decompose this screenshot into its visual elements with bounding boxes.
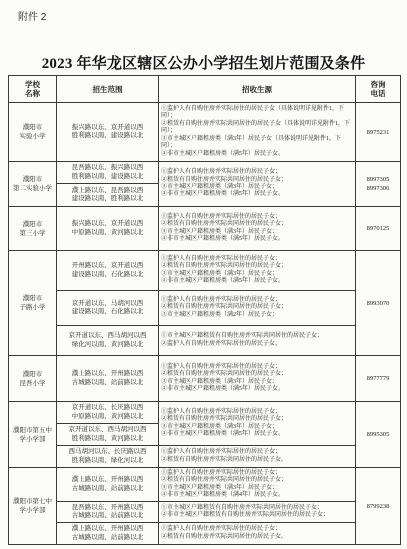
source-item: ③市主城区户籍租房类（满3年）居民子女； xyxy=(161,270,279,277)
zone-range-line: 濮上路以东、开州路以西 xyxy=(71,476,144,483)
zone-range-line: 建设路以南、胜利路以北 xyxy=(71,195,144,202)
source-item: ①市主城区户籍租赁有自购住房并实际共同居住的居民子女； xyxy=(161,333,324,340)
zone-range-line: 濮上路以东、开州路以西 xyxy=(71,370,144,377)
sources-cell xyxy=(159,251,356,291)
phone-cell xyxy=(356,103,401,162)
zone-range-cell xyxy=(57,184,159,207)
zone-range-cell xyxy=(57,207,159,251)
zone-range-line: 京开道以东、马胡河以西 xyxy=(71,299,144,307)
zone-range-cell xyxy=(57,468,159,502)
school-name-line: 濮阳市 xyxy=(22,124,43,131)
zone-range-cell xyxy=(57,103,159,162)
source-item: ②租赁有自购住房并实际共同居住的居民子女； xyxy=(161,263,288,270)
school-name-line: 学小学部 xyxy=(19,507,46,514)
sources-cell xyxy=(159,291,356,326)
source-item: ①监护人有自购住房并实际居住的居民子女； xyxy=(161,296,282,303)
phone-cell xyxy=(356,468,401,545)
sources-cell xyxy=(159,402,356,446)
source-item: ③市主城区户籍租房类（满3年）居民子女； xyxy=(161,378,279,385)
source-item: ①监护人有自购住房并实际居住的居民子女； xyxy=(161,213,282,220)
table-row xyxy=(9,291,401,326)
phone-number: 8799238 xyxy=(366,502,390,510)
zone-range-cell xyxy=(57,251,159,291)
zone-range-line: 开州路以东、京开道以西 xyxy=(71,262,144,269)
zone-range-line: 胜利路以南、黄河路以北 xyxy=(71,434,144,442)
zone-range-line: 绿化河以南、黄河路以北 xyxy=(71,340,144,348)
source-item: ④非市主城区户籍租房类（满5年）居民子女。 xyxy=(161,277,285,284)
zone-range-line: 京开道以东、西马胡河以西 xyxy=(68,332,147,339)
zone-range-line: 中原路以南、黄河路以北 xyxy=(71,228,144,236)
zone-range-cell xyxy=(57,523,159,545)
source-item: ①监护人有自购住房并实际居住的居民子女； xyxy=(161,526,282,533)
header-range: 招生范围 xyxy=(57,76,159,103)
school-name-line: 濮阳市第五中 xyxy=(13,426,52,434)
zone-range-line: 京开道以东、西马胡河以西 xyxy=(68,426,147,433)
zone-range-cell xyxy=(57,446,159,468)
phone-number: 8995305 xyxy=(366,431,390,438)
school-name-line: 学小学部 xyxy=(19,435,46,443)
sources-cell xyxy=(159,523,356,545)
zone-range-line: 胜利路以南、建设路以北 xyxy=(71,172,144,180)
source-item: ③市主城区户籍租房类（满3年）居民子女； xyxy=(161,228,279,235)
table-body xyxy=(9,103,401,545)
school-name-line: 子路小学 xyxy=(19,304,46,311)
school-name-cell xyxy=(9,468,57,545)
zone-range-line: 古城路以南、站前路以北 xyxy=(71,512,144,519)
table-row xyxy=(9,103,401,162)
sources-cell xyxy=(159,326,356,356)
phone-cell xyxy=(356,207,401,251)
source-item: ②监护人有自购住房并实际居住的居民子女。 xyxy=(161,340,282,347)
source-item: ④非市主城区户籍租房类（满5年）居民子女。 xyxy=(161,430,285,437)
source-item: ②非市主城区户籍租赁有自购住房并实际共同居住的居民子女； xyxy=(161,512,330,518)
zone-range-line: 濮上路以东、昆吾路以西 xyxy=(71,186,144,194)
zone-range-line: 胜利路以南、建设路以北 xyxy=(71,132,144,139)
sources-cell xyxy=(159,103,356,162)
source-item: ①监护人有自购住房并实际居住的居民子女； xyxy=(161,408,282,415)
zone-range-cell xyxy=(57,356,159,402)
source-item: ①监护人有自购住房并实际居住的居民子女（具体说明详见附件1，下同）； xyxy=(161,106,345,120)
school-name-line: 濮阳市 xyxy=(22,176,43,183)
phone-cell xyxy=(356,162,401,207)
source-item: ①监护人有自购住房并实际居住的居民子女； xyxy=(161,363,282,370)
zone-range-line: 振兴路以东、京开道以西 xyxy=(71,123,144,131)
document-title: 2023 年华龙区辖区公办小学招生划片范围及条件 xyxy=(41,56,366,72)
source-item: ④非市主城区户籍租房类（满5年）居民子女。 xyxy=(161,385,285,392)
zone-range-line: 胜利路以南、绿化河以北 xyxy=(71,456,144,464)
school-name-cell xyxy=(9,402,57,468)
zone-range-cell xyxy=(57,424,159,446)
source-item: ②租赁有自购住房并实际共同居住的居民子女； xyxy=(161,477,288,484)
source-item: ③市主城区户籍租房类（满3年）居民子女； xyxy=(161,423,279,430)
phone-number: 8997306 xyxy=(366,185,390,192)
school-name-line: 濮阳市 xyxy=(22,295,43,302)
source-item: ②租赁有自购住房并实际共同居住的居民子女； xyxy=(161,221,288,228)
source-item: ②租赁有自购住房并实际共同居住的居民子女（具体说明详见附件1，下同）； xyxy=(161,120,351,135)
zone-range-line: 建设路以南、石化路以北 xyxy=(71,308,144,315)
sources-cell xyxy=(159,162,356,207)
table-row xyxy=(9,162,401,184)
source-item: ③市主城区户籍租房类（满3年）居民子女； xyxy=(161,484,279,491)
table-row xyxy=(9,251,401,291)
school-name-line: 实验小学 xyxy=(19,133,46,140)
source-item: ②租赁有自购住房并实际共同居住的居民子女； xyxy=(161,304,288,311)
source-item: ③市主城区户籍租房类（满2年）居民子女； xyxy=(161,311,279,318)
zone-range-line: 振兴路以东、京开道以西 xyxy=(71,220,144,227)
school-name-cell xyxy=(9,162,57,207)
header-school-line: 学校 xyxy=(25,80,40,89)
source-item: ①市主城区户籍租赁有自购住房并实际共同居住的居民子女； xyxy=(161,504,324,511)
header-phone xyxy=(356,76,401,103)
source-item: ①监护人有自购住房并实际居住的居民子女； xyxy=(161,449,282,456)
source-item: ①监护人有自购住房并实际居住的居民子女； xyxy=(161,469,282,476)
zone-range-line: 古城路以南、站前路以北 xyxy=(71,484,144,492)
header-sources: 招收生源 xyxy=(159,76,356,103)
sources-cell xyxy=(159,356,356,402)
source-item: ②租赁有自购住房并实际共同居住的居民子女； xyxy=(161,176,288,183)
zone-range-cell xyxy=(57,291,159,326)
school-name-line: 昆吾小学 xyxy=(19,379,46,387)
zone-range-line: 京开道以东、长庆路以西 xyxy=(71,404,144,411)
table-row xyxy=(9,468,401,502)
header-school-name xyxy=(9,76,57,103)
phone-number: 8970125 xyxy=(366,225,390,232)
enrollment-table xyxy=(8,75,401,545)
source-item: ②租赁有自购住房并实际共同居住的居民子女。 xyxy=(161,456,288,463)
zone-range-line: 古城路以南、站前路以北 xyxy=(71,533,144,541)
school-name-line: 第三小学 xyxy=(19,229,46,237)
table-row xyxy=(9,207,401,251)
header-school-line: 名称 xyxy=(25,89,40,98)
phone-cell xyxy=(356,402,401,468)
school-name-line: 第二实验小学 xyxy=(13,185,52,192)
phone-number: 8977779 xyxy=(366,375,390,382)
table-row xyxy=(9,402,401,424)
school-name-cell xyxy=(9,103,57,162)
header-phone-line: 咨询 xyxy=(370,80,386,89)
zone-range-cell xyxy=(57,326,159,356)
zone-range-cell xyxy=(57,502,159,523)
source-item: ④非市主城区户籍租房类（满4年）居民子女。 xyxy=(161,491,285,498)
sources-cell xyxy=(159,207,356,251)
phone-cell xyxy=(356,251,401,356)
source-item: ①监护人有自购住房并实际居住的居民子女； xyxy=(161,169,282,176)
source-item: ④非市主城区户籍租房类（满5年）居民子女。 xyxy=(161,191,285,198)
table-row xyxy=(9,326,401,356)
school-name-line: 濮阳市 xyxy=(22,370,43,378)
phone-number: 8997305 xyxy=(366,176,390,183)
source-item: ②租赁有自购住房并实际共同居住的居民子女。 xyxy=(161,533,288,540)
source-item: ④非市主城区户籍租房类（满5年）居民子女。 xyxy=(161,235,285,242)
source-item: ②租赁有自购住房并实际共同居住的居民子女； xyxy=(161,371,288,378)
school-name-line: 濮阳市第七中 xyxy=(13,498,52,505)
zone-range-line: 古城路以南、站前路以北 xyxy=(71,378,144,386)
source-item: ②租赁有自购住房并实际共同居住的居民子女； xyxy=(161,416,288,423)
header-row xyxy=(9,76,401,103)
school-name-line: 濮阳市 xyxy=(22,220,43,228)
school-name-cell xyxy=(9,356,57,402)
sources-cell xyxy=(159,502,356,523)
school-name-cell xyxy=(9,251,57,356)
zone-range-line: 建设路以南、石化路以北 xyxy=(71,270,144,278)
table-row xyxy=(9,446,401,468)
zone-range-line: 昆吾路以东、振兴路以西 xyxy=(71,164,144,171)
zone-range-line: 昆吾路以东、开州路以西 xyxy=(71,503,144,511)
table-row xyxy=(9,356,401,402)
zone-range-line: 濮上路以东、开州路以西 xyxy=(71,525,144,532)
source-item: ④非市主城区户籍租房类（满5年）居民子女。 xyxy=(161,150,285,157)
table-row xyxy=(9,502,401,523)
phone-number: 8975231 xyxy=(366,128,390,136)
source-item: ①监护人有自购住房并实际居住的居民子女； xyxy=(161,255,282,262)
zone-range-cell xyxy=(57,162,159,184)
zone-range-cell xyxy=(57,402,159,424)
sources-cell xyxy=(159,446,356,468)
phone-number: 8993070 xyxy=(366,299,390,307)
phone-cell xyxy=(356,356,401,402)
sources-cell xyxy=(159,468,356,502)
table-row xyxy=(9,523,401,545)
zone-range-line: 西马胡河以东、长庆路以西 xyxy=(68,448,147,455)
attachment-label: 附件 2 xyxy=(18,12,47,23)
source-item: ③市主城区户籍租房类（满3年）居民子女； xyxy=(161,184,279,190)
zone-range-line: 中原路以南、黄河路以北 xyxy=(71,412,144,420)
header-phone-line: 电话 xyxy=(370,89,386,98)
source-item: ③市主城区户籍租房类（满3年）居民子女（具体说明详见附件1，下同）； xyxy=(161,135,342,150)
school-name-cell xyxy=(9,207,57,251)
